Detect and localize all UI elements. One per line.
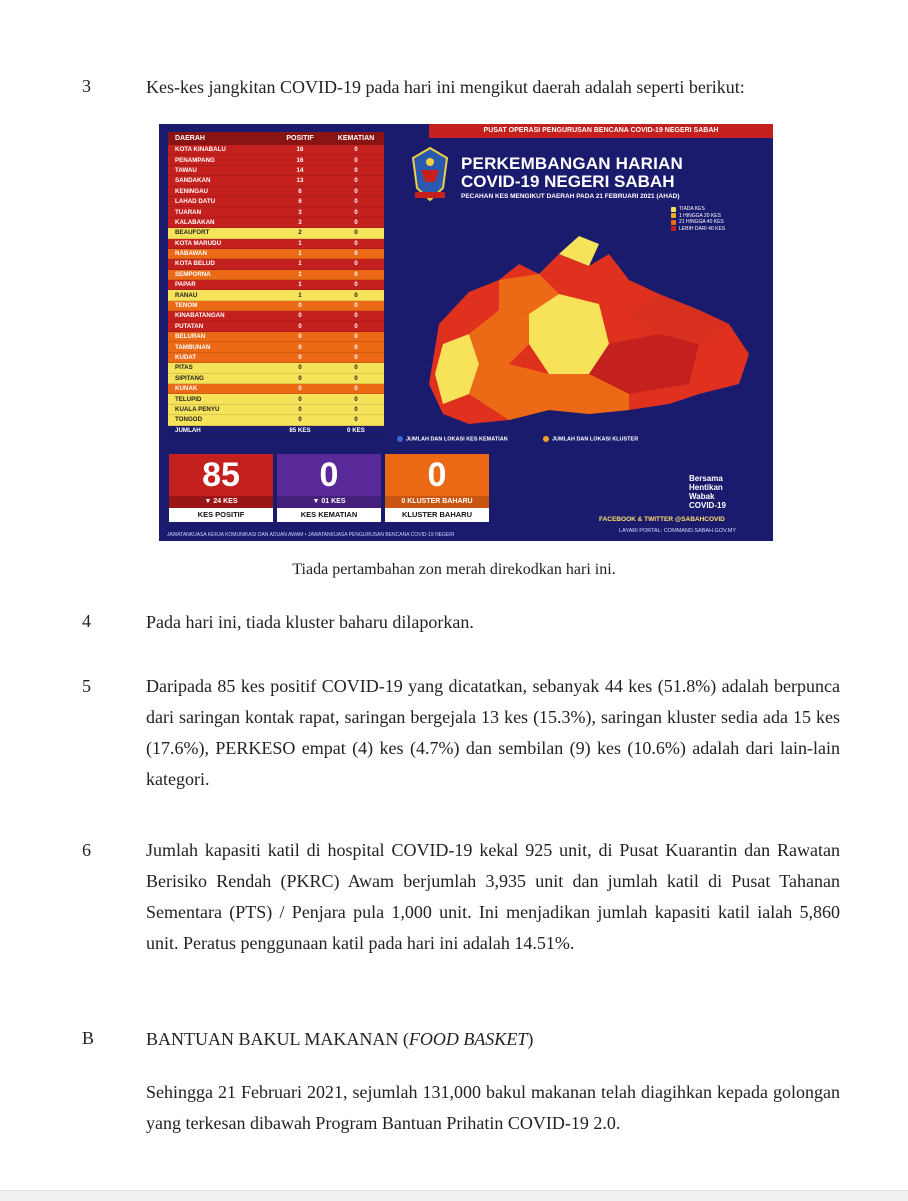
stat-cluster-value: 0 — [385, 454, 489, 496]
item-number-3: 3 — [82, 76, 91, 96]
total-label: JUMLAH — [175, 426, 201, 434]
legend-swatch — [671, 207, 676, 212]
death-count: 0 — [354, 156, 358, 164]
table-row — [168, 415, 384, 425]
stat-death-label: KES KEMATIAN — [277, 508, 381, 522]
district-name: KINABATANGAN — [175, 312, 225, 320]
positive-count: 6 — [298, 187, 302, 195]
district-name: KOTA MARUDU — [175, 239, 222, 247]
item-text-5: Daripada 85 kes positif COVID-19 yang dicatatkan, sebanyak 44 kes (51.8%) adalah berpunca dari saringan kontak rapat, saringan bergejala 13 kes (15.3%), saringan kluster sedia ada 15 kes (17.6%), PERKESO empat (4) kes (4.7%) dan sembilan (9) kes (10.6%) adalah dari lain-lain kategori. — [146, 676, 840, 789]
table-row — [168, 322, 384, 332]
positive-count: 0 — [298, 333, 302, 341]
district-name: SEMPORNA — [175, 270, 211, 278]
death-count: 0 — [354, 354, 358, 361]
item-text-3: Kes-kes jangkitan COVID-19 pada hari ini mengikut daerah adalah seperti berikut: — [146, 77, 745, 97]
district-name: PAPAR — [175, 281, 196, 289]
positive-count: 3 — [298, 208, 302, 216]
table-row — [168, 228, 384, 238]
district-name: PUTATAN — [175, 322, 204, 330]
section-title — [146, 1028, 840, 1050]
sabah-crest-icon — [407, 144, 453, 204]
table-row — [168, 280, 384, 290]
death-marker-icon — [397, 436, 403, 442]
death-count: 0 — [354, 166, 358, 174]
death-count: 0 — [354, 395, 358, 403]
table-row — [168, 176, 384, 186]
positive-count: 14 — [296, 166, 304, 174]
death-count: 0 — [354, 177, 358, 185]
item-number-4: 4 — [82, 611, 91, 631]
death-count: 0 — [354, 364, 358, 372]
death-count: 0 — [354, 208, 358, 216]
district-name: TENOM — [175, 302, 198, 310]
stat-positive — [169, 454, 273, 524]
district-name: KUNAK — [175, 385, 198, 393]
table-row — [168, 207, 384, 217]
item-number-6: 6 — [82, 840, 91, 860]
table-row — [168, 145, 384, 155]
positive-count: 1 — [298, 260, 302, 268]
death-count: 0 — [354, 218, 358, 226]
positive-count: 1 — [298, 250, 302, 258]
death-count: 0 — [354, 239, 358, 247]
positive-count: 1 — [298, 291, 302, 299]
death-count: 0 — [354, 302, 358, 310]
district-name: RANAU — [175, 291, 198, 299]
item-text-4: Pada hari ini, tiada kluster baharu dilaporkan. — [146, 612, 474, 632]
positive-count: 0 — [298, 395, 302, 403]
sabah-map — [399, 214, 773, 444]
legend-label: 1 HINGGA 20 KES — [679, 212, 721, 219]
death-count: 0 — [354, 229, 358, 237]
infographic-title-2: COVID-19 NEGERI SABAH — [461, 172, 675, 191]
legend-label: 21 HINGGA 40 KES — [679, 219, 724, 225]
stat-death-value: 0 — [277, 454, 381, 496]
district-name: NABAWAN — [175, 250, 207, 258]
table-row — [168, 394, 384, 404]
campaign-logo — [689, 474, 726, 510]
stat-positive-value: 85 — [169, 454, 273, 496]
positive-count: 0 — [298, 385, 302, 393]
positive-count: 0 — [298, 416, 302, 424]
death-count: 0 — [354, 385, 358, 393]
section-letter: B — [82, 1028, 95, 1048]
stat-positive-change: ▼ 24 KES — [169, 496, 273, 508]
table-row — [168, 270, 384, 280]
table-header — [168, 132, 384, 145]
district-name: KOTA KINABALU — [175, 146, 226, 154]
district-table — [168, 132, 384, 436]
district-name: BELURAN — [175, 333, 206, 341]
district-name: KUALA PENYU — [175, 405, 220, 413]
death-count: 0 — [354, 374, 358, 382]
stat-death-change: ▼ 01 KES — [277, 496, 381, 508]
social-handle: FACEBOOK & TWITTER @SABAHCOVID — [599, 516, 725, 523]
legend-label: LEBIH DARI 40 KES — [679, 225, 726, 232]
total-positif: 85 KES — [289, 426, 311, 434]
death-count: 0 — [354, 250, 358, 258]
positive-count: 1 — [298, 239, 302, 247]
infographic-subtitle: PECAHAN KES MENGIKUT DAERAH PADA 21 FEBRUARI 2021 (AHAD) — [461, 193, 680, 200]
district-name: SANDAKAN — [175, 177, 211, 185]
table-row — [168, 332, 384, 342]
district-name: TUARAN — [175, 208, 202, 216]
table-row — [168, 249, 384, 259]
note-cluster-location — [543, 436, 638, 442]
district-name: LAHAD DATU — [175, 198, 216, 206]
note-cluster-text: JUMLAH DAN LOKASI KLUSTER — [552, 436, 639, 443]
table-row — [168, 290, 384, 300]
table-row — [168, 239, 384, 249]
district-name: BEAUFORT — [175, 229, 210, 237]
table-row — [168, 342, 384, 352]
district-name: KUDAT — [175, 354, 197, 361]
positive-count: 0 — [298, 364, 302, 372]
positive-count: 3 — [298, 218, 302, 226]
positive-count: 16 — [296, 146, 304, 154]
death-count: 0 — [354, 333, 358, 341]
page-bottom-edge — [0, 1190, 908, 1201]
positive-count: 0 — [298, 312, 302, 320]
header-positif: POSITIF — [286, 135, 314, 142]
district-name: TONGOD — [175, 416, 203, 424]
death-count: 0 — [354, 187, 358, 195]
section-b-text: Sehingga 21 Februari 2021, sejumlah 131,000 bakul makanan telah diagihkan kepada golongan yang terkesan dibawah Program Bantuan Prihatin COVID-19 2.0. — [146, 1082, 840, 1133]
infographic-title-1: PERKEMBANGAN HARIAN — [461, 154, 683, 173]
table-row — [168, 197, 384, 207]
campaign-line: COVID-19 — [689, 501, 726, 510]
positive-count: 0 — [298, 354, 302, 361]
death-count: 0 — [354, 416, 358, 424]
stat-cluster — [385, 454, 489, 524]
positive-count: 16 — [296, 156, 304, 164]
table-row — [168, 353, 384, 363]
district-name: TAWAU — [175, 166, 197, 174]
death-count: 0 — [354, 281, 358, 289]
district-name: TELUPID — [175, 395, 202, 403]
campaign-line: Wabak — [689, 492, 715, 501]
positive-count: 0 — [298, 302, 302, 310]
positive-count: 6 — [298, 198, 302, 206]
section-title-end: ) — [527, 1029, 534, 1049]
section-title-main: BANTUAN BAKUL MAKANAN ( — [146, 1029, 409, 1049]
positive-count: 0 — [298, 343, 302, 351]
table-row — [168, 166, 384, 176]
committee-footer: JAWATANKUASA KERJA KOMUNIKASI DAN ADUAN AWAM • JAWATANKUASA PENGURUSAN BENCANA COVID-19 NEGERI — [167, 532, 455, 538]
note-death-location — [397, 436, 508, 442]
total-kematian: 0 KES — [347, 426, 365, 434]
death-count: 0 — [354, 198, 358, 206]
death-count: 0 — [354, 405, 358, 413]
stat-cluster-change: 0 KLUSTER BAHARU — [385, 496, 489, 508]
covid-infographic — [159, 124, 773, 541]
portal-link: LAYARI PORTAL: COMMAND.SABAH.GOV.MY — [619, 528, 737, 534]
death-count: 0 — [354, 312, 358, 320]
death-count: 0 — [354, 322, 358, 330]
note-death-text: JUMLAH DAN LOKASI KES KEMATIAN — [406, 436, 508, 443]
table-body — [168, 145, 384, 426]
death-count: 0 — [354, 146, 358, 154]
table-total-row — [168, 426, 384, 436]
table-row — [168, 218, 384, 228]
table-row — [168, 301, 384, 311]
table-row — [168, 363, 384, 373]
campaign-line: Hentikan — [689, 483, 723, 492]
header-daerah: DAERAH — [175, 135, 205, 142]
item-number-5: 5 — [82, 676, 91, 696]
district-name: SIPITANG — [175, 374, 204, 382]
table-row — [168, 155, 384, 165]
ops-center-strip: PUSAT OPERASI PENGURUSAN BENCANA COVID-19 NEGERI SABAH — [429, 124, 773, 138]
stat-positive-label: KES POSITIF — [169, 508, 273, 522]
campaign-line: Bersama — [689, 474, 723, 483]
table-row — [168, 187, 384, 197]
table-row — [168, 311, 384, 321]
district-name: KENINGAU — [175, 187, 209, 195]
table-row — [168, 374, 384, 384]
positive-count: 0 — [298, 405, 302, 413]
positive-count: 2 — [298, 229, 302, 237]
section-title-italic: FOOD BASKET — [408, 1029, 528, 1049]
table-row — [168, 259, 384, 269]
district-name: KALABAKAN — [175, 218, 215, 226]
legend-label: TIADA KES — [679, 206, 705, 212]
header-kematian: KEMATIAN — [337, 135, 375, 142]
district-name: PITAS — [175, 364, 193, 372]
table-row — [168, 405, 384, 415]
positive-count: 0 — [298, 322, 302, 330]
positive-count: 0 — [298, 374, 302, 382]
district-name: TAMBUNAN — [175, 343, 211, 351]
cluster-marker-icon — [543, 436, 549, 442]
stat-cluster-label: KLUSTER BAHARU — [385, 508, 489, 522]
stat-death — [277, 454, 381, 524]
table-row — [168, 384, 384, 394]
positive-count: 13 — [296, 177, 304, 185]
item-text-6: Jumlah kapasiti katil di hospital COVID-19 kekal 925 unit, di Pusat Kuarantin dan Rawatan Berisiko Rendah (PKRC) Awam berjumlah 3,935 unit dan jumlah katil di Pusat Tahanan Sementara (PTS) / Penjara pula 1,000 unit. Ini menjadikan jumlah kapasiti katil ialah 5,860 unit. Peratus penggunaan katil pada hari ini adalah 14.51%. — [146, 840, 840, 953]
district-name: KOTA BELUD — [175, 260, 215, 268]
death-count: 0 — [354, 291, 358, 299]
death-count: 0 — [354, 270, 358, 278]
infographic-caption: Tiada pertambahan zon merah direkodkan hari ini. — [292, 561, 616, 578]
positive-count: 1 — [298, 270, 302, 278]
death-count: 0 — [354, 260, 358, 268]
death-count: 0 — [354, 343, 358, 351]
positive-count: 1 — [298, 281, 302, 289]
district-name: PENAMPANG — [175, 156, 215, 164]
